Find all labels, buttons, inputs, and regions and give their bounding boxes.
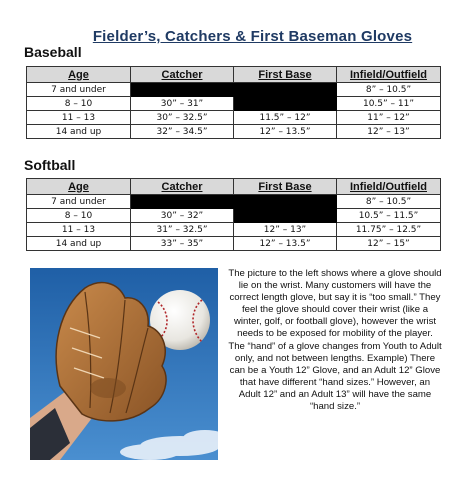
infield-cell: 10.5” – 11.5” bbox=[337, 209, 441, 223]
glove-fit-description: The picture to the left shows where a glove should lie on the wrist. Many customers will have the correct length glove, but say it is “too small.” They feel the glove should cover their wrist (like a winter, golf, or football glove), however the wrist needs to be exposed for mobility of the player. The “hand” of a glove changes from Youth to Adult only, and not between lengths. Example) There can be a Youth 12” Glove, and an Adult 12” Glove that have different “hand sizes.” However, an Adult 12” and an Adult 13” will have the same “hand size.” bbox=[228, 268, 442, 413]
col-header-first-base: First Base bbox=[234, 179, 337, 195]
blocked-cell bbox=[234, 97, 337, 111]
infield-cell: 8” – 10.5” bbox=[337, 195, 441, 209]
baseball-table bbox=[26, 66, 441, 139]
glove-photo-svg bbox=[30, 268, 218, 460]
age-cell: 8 – 10 bbox=[27, 209, 131, 223]
baseball-heading: Baseball bbox=[24, 44, 82, 60]
col-header-first-base: First Base bbox=[234, 67, 337, 83]
age-cell: 11 – 13 bbox=[27, 223, 131, 237]
first-base-cell: 12” – 13” bbox=[234, 223, 337, 237]
table-row bbox=[27, 83, 441, 97]
age-cell: 8 – 10 bbox=[27, 97, 131, 111]
age-cell: 14 and up bbox=[27, 125, 131, 139]
first-base-cell: 11.5” – 12” bbox=[234, 111, 337, 125]
table-row bbox=[27, 195, 441, 209]
col-header-infield-outfield: Infield/Outfield bbox=[337, 67, 441, 83]
first-base-cell: 12” – 13.5” bbox=[234, 125, 337, 139]
col-header-age: Age bbox=[27, 67, 131, 83]
softball-table bbox=[26, 178, 441, 251]
baseball-header-row bbox=[27, 67, 441, 83]
infield-cell: 8” – 10.5” bbox=[337, 83, 441, 97]
catcher-cell: 33” – 35” bbox=[131, 237, 234, 251]
table-row bbox=[27, 125, 441, 139]
blocked-cell bbox=[234, 83, 337, 97]
catcher-cell: 30” – 32” bbox=[131, 209, 234, 223]
infield-cell: 11” – 12” bbox=[337, 111, 441, 125]
blocked-cell bbox=[131, 83, 234, 97]
page-title: Fielder’s, Catchers & First Baseman Gloves bbox=[92, 28, 413, 45]
softball-header-row bbox=[27, 179, 441, 195]
col-header-age: Age bbox=[27, 179, 131, 195]
catcher-cell: 30” – 32.5” bbox=[131, 111, 234, 125]
age-cell: 11 – 13 bbox=[27, 111, 131, 125]
infield-cell: 12” – 15” bbox=[337, 237, 441, 251]
catcher-cell: 30” – 31” bbox=[131, 97, 234, 111]
catcher-cell: 32” – 34.5” bbox=[131, 125, 234, 139]
infield-cell: 11.75” – 12.5” bbox=[337, 223, 441, 237]
blocked-cell bbox=[234, 209, 337, 223]
softball-heading: Softball bbox=[24, 157, 76, 173]
table-row bbox=[27, 97, 441, 111]
infield-cell: 12” – 13” bbox=[337, 125, 441, 139]
table-row bbox=[27, 223, 441, 237]
blocked-cell bbox=[131, 195, 234, 209]
age-cell: 7 and under bbox=[27, 83, 131, 97]
age-cell: 14 and up bbox=[27, 237, 131, 251]
col-header-catcher: Catcher bbox=[131, 67, 234, 83]
page-title-wrap bbox=[0, 26, 465, 45]
table-row bbox=[27, 209, 441, 223]
col-header-catcher: Catcher bbox=[131, 179, 234, 195]
catcher-cell: 31” – 32.5” bbox=[131, 223, 234, 237]
age-cell: 7 and under bbox=[27, 195, 131, 209]
table-row bbox=[27, 237, 441, 251]
infield-cell: 10.5” – 11” bbox=[337, 97, 441, 111]
first-base-cell: 12” – 13.5” bbox=[234, 237, 337, 251]
blocked-cell bbox=[234, 195, 337, 209]
glove-photo bbox=[30, 268, 218, 460]
col-header-infield-outfield: Infield/Outfield bbox=[337, 179, 441, 195]
table-row bbox=[27, 111, 441, 125]
